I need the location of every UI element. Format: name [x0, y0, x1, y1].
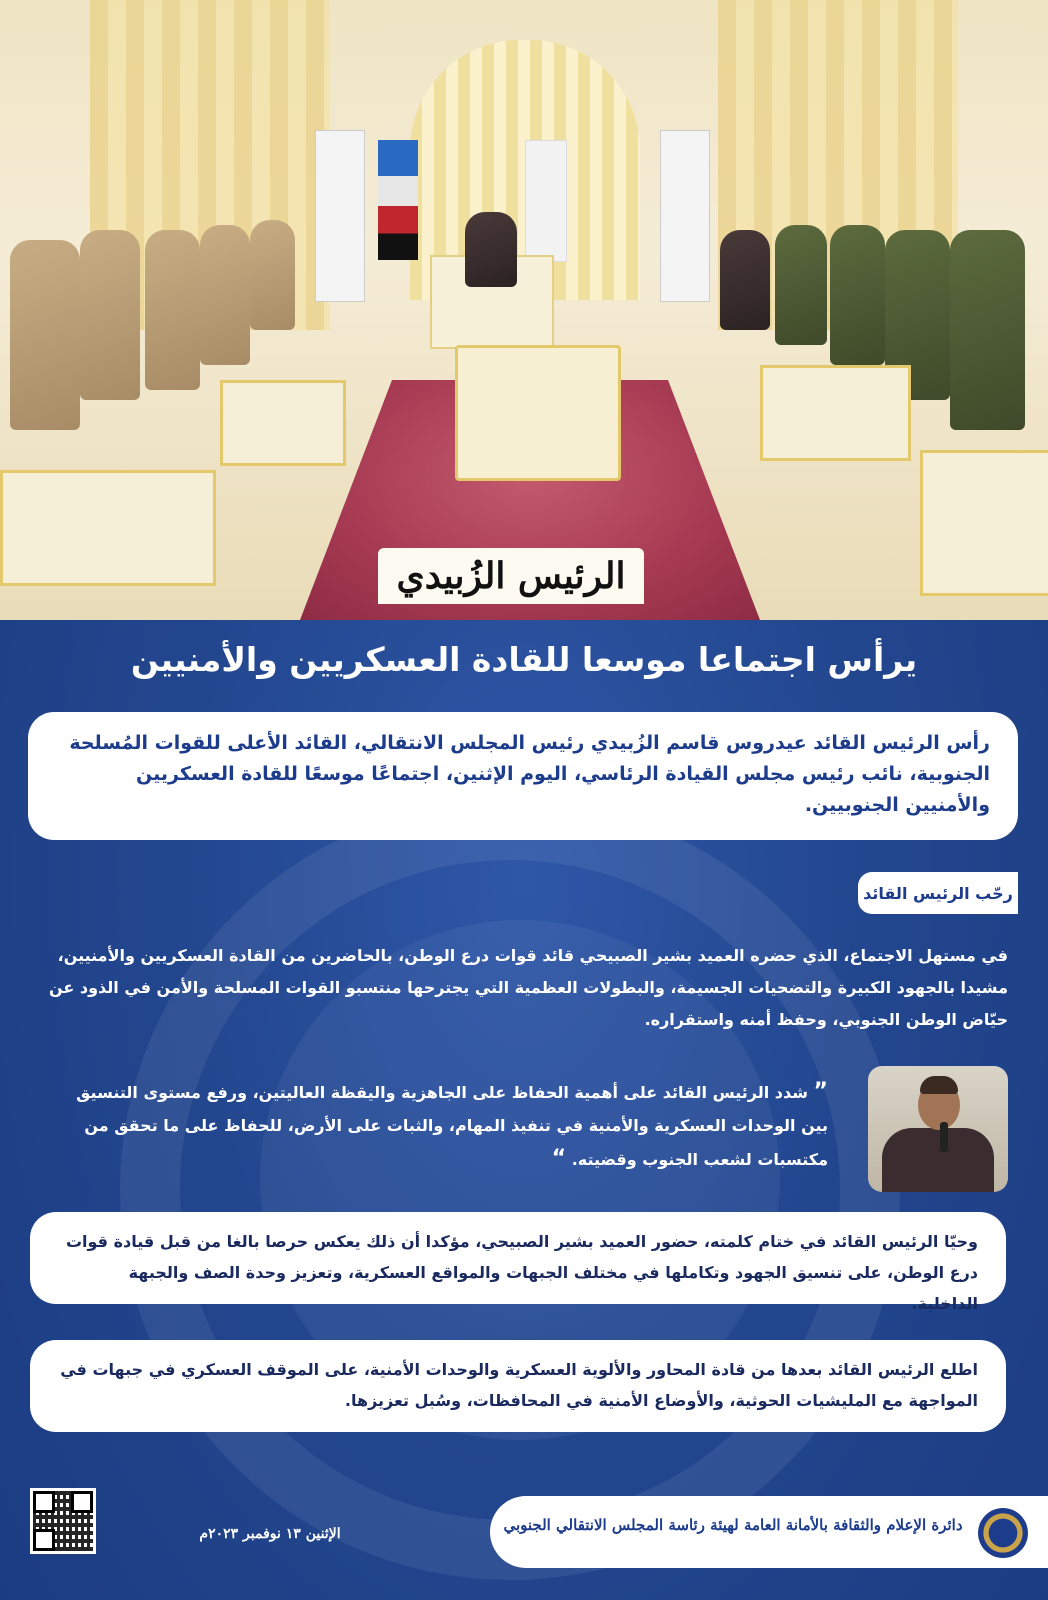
qr-corner	[33, 1491, 55, 1513]
person	[80, 230, 140, 400]
person	[950, 230, 1025, 430]
closing-card: وحيّا الرئيس القائد في ختام كلمته، حضور العميد بشير الصبيحي، مؤكدا أن ذلك يعكس حرصا بالغا من قبل قيادة قوات درع الوطن، على تنسيق الجهود وتكاملها في مختلف الجبهات والمواقع العسكرية، وتعزيز وحدة الصف والجبهة الداخلية.	[30, 1212, 1006, 1304]
quote-block	[68, 1075, 828, 1176]
speaker-portrait	[868, 1066, 1008, 1192]
person	[10, 240, 80, 430]
person	[830, 225, 885, 365]
person	[200, 225, 250, 365]
qr-corner	[71, 1491, 93, 1513]
emblem-flag-icon	[525, 140, 567, 262]
air-conditioner-right	[660, 130, 710, 302]
paragraph-1: في مستهل الاجتماع، الذي حضره العميد بشير الصبيحي قائد قوات درع الوطن، بالحاضرين من القادة العسكريين والأمنيين، مشيدا بالجهود الكبيرة والتضحيات الجسيمة، والبطولات العظمية التي يجترحها منتسبو القوات المسلحة والأمن في الذود عن حيّاض الوطن الجنوبي، وحفظ أمنه واستقراره.	[48, 946, 1008, 1029]
person	[775, 225, 827, 345]
side-table	[220, 380, 346, 466]
side-table	[760, 365, 911, 461]
center-table	[455, 345, 621, 481]
portrait-hair	[920, 1076, 958, 1094]
qr-corner	[33, 1529, 55, 1551]
person-chair	[465, 212, 517, 287]
microphone-icon	[940, 1122, 948, 1152]
quote-text: شدد الرئيس القائد على أهمية الحفاظ على الجاهزية واليقظة العاليتين، ورفع مستوى التنسيق بين الوحدات العسكرية والأمنية في تنفيذ المهام، والثبات على الأرض، للحفاظ على ما تحقق من مكتسبات لشعب الجنوب وقضيته.	[76, 1083, 828, 1169]
council-logo-icon	[978, 1508, 1028, 1558]
quote-open-mark: ”	[813, 1079, 828, 1104]
footer-department: دائرة الإعلام والثقافة بالأمانة العامة لهيئة رئاسة المجلس الانتقالي الجنوبي	[503, 1516, 963, 1534]
qr-code-icon[interactable]	[30, 1488, 96, 1554]
portrait-body	[882, 1128, 994, 1192]
meeting-photo	[0, 0, 1048, 620]
person	[250, 220, 295, 330]
person	[720, 230, 770, 330]
hero-title: الرئيس الزُبيدي	[378, 548, 644, 604]
air-conditioner-left	[315, 130, 365, 302]
quote-close-mark: “	[551, 1146, 567, 1171]
section-tag: رحّب الرئيس القائد	[858, 872, 1018, 914]
person	[145, 230, 200, 390]
flag-icon	[378, 140, 418, 260]
briefing-card: اطلع الرئيس القائد بعدها من قادة المحاور والألوية العسكرية والوحدات الأمنية، على الموقف العسكري في جبهات في المواجهة مع المليشيات الحوثية، والأوضاع الأمنية في المحافظات، وسُبل تعزيزها.	[30, 1340, 1006, 1432]
side-table	[0, 470, 216, 586]
footer-date: الإثنين ١٣ نوفمبر ٢٠٢٣م	[199, 1526, 341, 1542]
intro-card: رأس الرئيس القائد عيدروس قاسم الزُبيدي رئيس المجلس الانتقالي، القائد الأعلى للقوات المُسلحة الجنوبية، نائب رئيس مجلس القيادة الرئاسي، اليوم الإثنين، اجتماعًا موسعًا للقادة العسكريين والأمنيين الجنوبيين.	[28, 712, 1018, 840]
side-table	[920, 450, 1048, 596]
headline: يرأس اجتماعا موسعا للقادة العسكريين والأمنيين	[130, 640, 918, 679]
